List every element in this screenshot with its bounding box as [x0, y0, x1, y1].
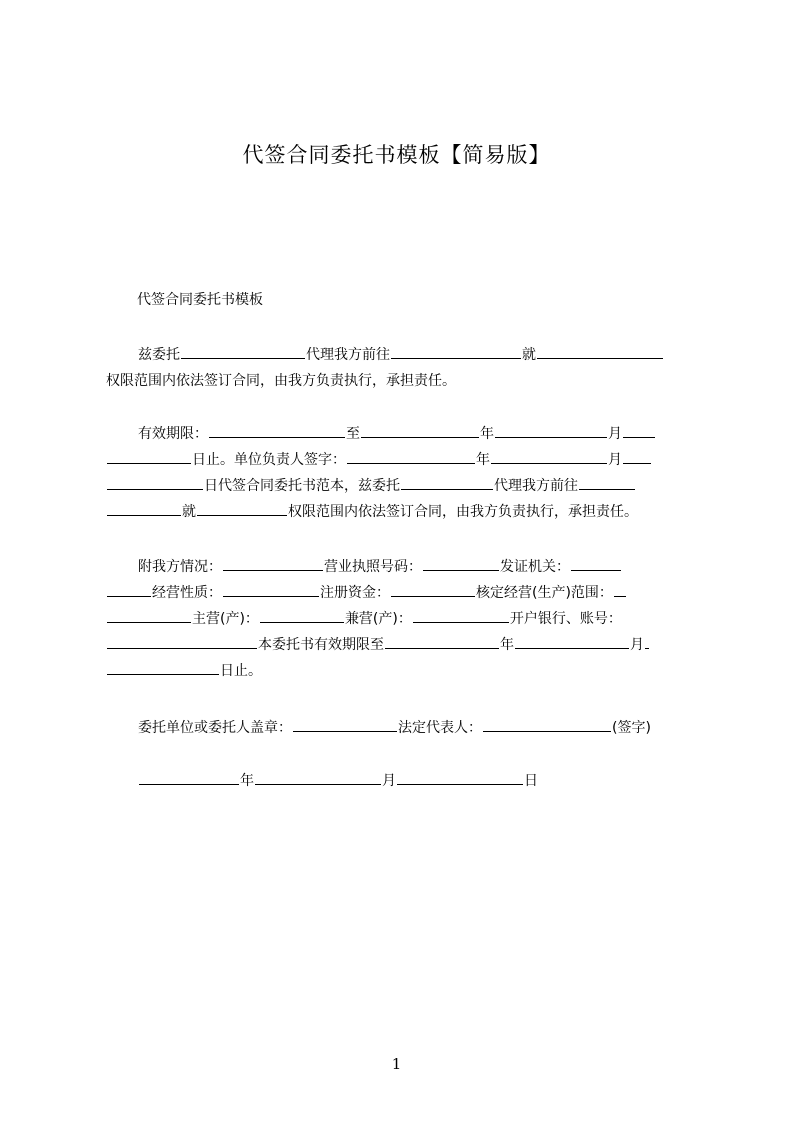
text-segment: 经营性质：	[152, 585, 222, 601]
blank-field[interactable]	[537, 343, 663, 359]
blank-field[interactable]	[385, 633, 499, 649]
blank-field[interactable]	[107, 607, 191, 623]
text-segment: 日	[524, 773, 538, 789]
blank-field[interactable]	[579, 474, 635, 490]
text-segment: 代理我方前往	[494, 478, 578, 494]
text-segment: 兹委托	[138, 347, 180, 363]
blank-field[interactable]	[223, 555, 323, 571]
text-segment: 月	[608, 452, 622, 468]
text-segment: 营业执照号码：	[324, 559, 422, 575]
text-segment: 法定代表人：	[398, 720, 482, 736]
blank-field[interactable]	[223, 581, 319, 597]
paragraph-validity	[106, 421, 702, 525]
text-segment: 有效期限：	[138, 426, 208, 442]
blank-field[interactable]	[209, 422, 345, 438]
blank-field[interactable]	[181, 343, 305, 359]
text-segment: 核定经营(生产)范围：	[476, 585, 613, 601]
text-segment: (签字)	[612, 720, 651, 736]
text-segment: 月	[382, 773, 396, 789]
blank-field[interactable]	[645, 633, 649, 649]
text-segment: 附我方情况：	[138, 559, 222, 575]
blank-field[interactable]	[391, 581, 475, 597]
blank-field[interactable]	[623, 422, 655, 438]
blank-field[interactable]	[107, 659, 219, 675]
blank-field[interactable]	[614, 581, 626, 597]
paragraph-authorization	[106, 342, 702, 394]
blank-field[interactable]	[391, 343, 521, 359]
text-segment: 日代签合同委托书范本，兹委托	[204, 478, 400, 494]
text-segment: 权限范围内依法签订合同，由我方负责执行，承担责任。	[106, 373, 456, 389]
text-segment: 发证机关：	[500, 559, 570, 575]
blank-field[interactable]	[255, 769, 381, 785]
text-segment: 月	[608, 426, 622, 442]
blank-field[interactable]	[107, 500, 181, 516]
text-segment: 本委托书有效期限至	[258, 637, 384, 653]
text-segment: 就	[182, 504, 196, 520]
text-segment: 委托单位或委托人盖章：	[138, 720, 292, 736]
text-segment: 至	[346, 426, 360, 442]
paragraph-signature	[106, 715, 702, 741]
text-segment: 就	[522, 347, 536, 363]
text-segment: 兼营(产)：	[344, 611, 412, 627]
page-number: 1	[391, 1055, 402, 1073]
text-segment: 主营(产)：	[192, 611, 259, 627]
blank-field[interactable]	[293, 716, 397, 732]
text-segment: 月	[630, 637, 644, 653]
blank-field[interactable]	[347, 448, 475, 464]
blank-field[interactable]	[623, 448, 651, 464]
text-segment: 日止。单位负责人签字：	[192, 452, 346, 468]
blank-field[interactable]	[361, 422, 479, 438]
section-heading: 代签合同委托书模板	[137, 292, 263, 308]
blank-field[interactable]	[483, 716, 611, 732]
blank-field[interactable]	[491, 448, 607, 464]
blank-field[interactable]	[515, 633, 629, 649]
text-segment: 权限范围内依法签订合同，由我方负责执行，承担责任。	[288, 504, 638, 520]
blank-field[interactable]	[401, 474, 493, 490]
blank-field[interactable]	[139, 769, 239, 785]
blank-field[interactable]	[260, 607, 344, 623]
blank-field[interactable]	[571, 555, 621, 571]
text-segment: 日止。	[220, 663, 262, 679]
paragraph-date	[106, 768, 702, 794]
text-segment: 年	[480, 426, 494, 442]
paragraph-company-info	[106, 554, 702, 684]
blank-field[interactable]	[413, 607, 509, 623]
document-title: 代签合同委托书模板【简易版】	[242, 143, 551, 167]
blank-field[interactable]	[495, 422, 607, 438]
text-segment: 注册资金：	[320, 585, 390, 601]
blank-field[interactable]	[107, 448, 191, 464]
blank-field[interactable]	[107, 474, 203, 490]
text-segment: 开户银行、账号：	[509, 611, 622, 627]
text-segment: 代理我方前往	[306, 347, 390, 363]
blank-field[interactable]	[107, 633, 257, 649]
blank-field[interactable]	[197, 500, 287, 516]
blank-field[interactable]	[397, 769, 523, 785]
text-segment: 年	[240, 773, 254, 789]
text-segment: 年	[500, 637, 514, 653]
text-segment: 年	[476, 452, 490, 468]
blank-field[interactable]	[423, 555, 499, 571]
blank-field[interactable]	[107, 581, 151, 597]
